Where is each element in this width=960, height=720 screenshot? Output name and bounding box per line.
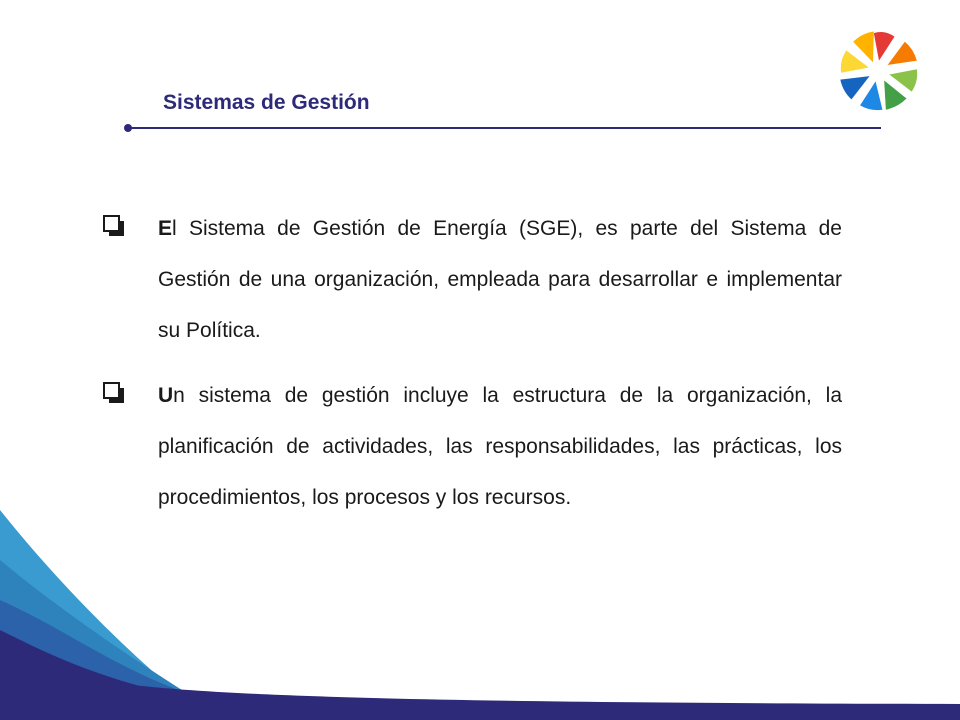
bullet-body: l Sistema de Gestión de Energía (SGE), es parte del Sistema de Gestión de una organización, empleada para desarrollar e implementar su Política. (158, 217, 842, 342)
pinwheel-logo-icon (836, 28, 922, 114)
checkbox-bullet-icon (103, 382, 125, 404)
checkbox-bullet-icon (103, 215, 125, 237)
bullet-lead-letter: E (158, 217, 173, 240)
bullet-body: n sistema de gestión incluye la estructura de la organización, la planificación de actividades, las responsabilidades, las prácticas, los procedimientos, los procesos y los recursos. (158, 384, 842, 509)
bullet-lead-letter: U (158, 384, 174, 407)
title-underline (130, 127, 881, 129)
bullet-text (158, 203, 842, 356)
page-title: Sistemas de Gestión (163, 91, 370, 114)
bullet-text (158, 370, 842, 523)
